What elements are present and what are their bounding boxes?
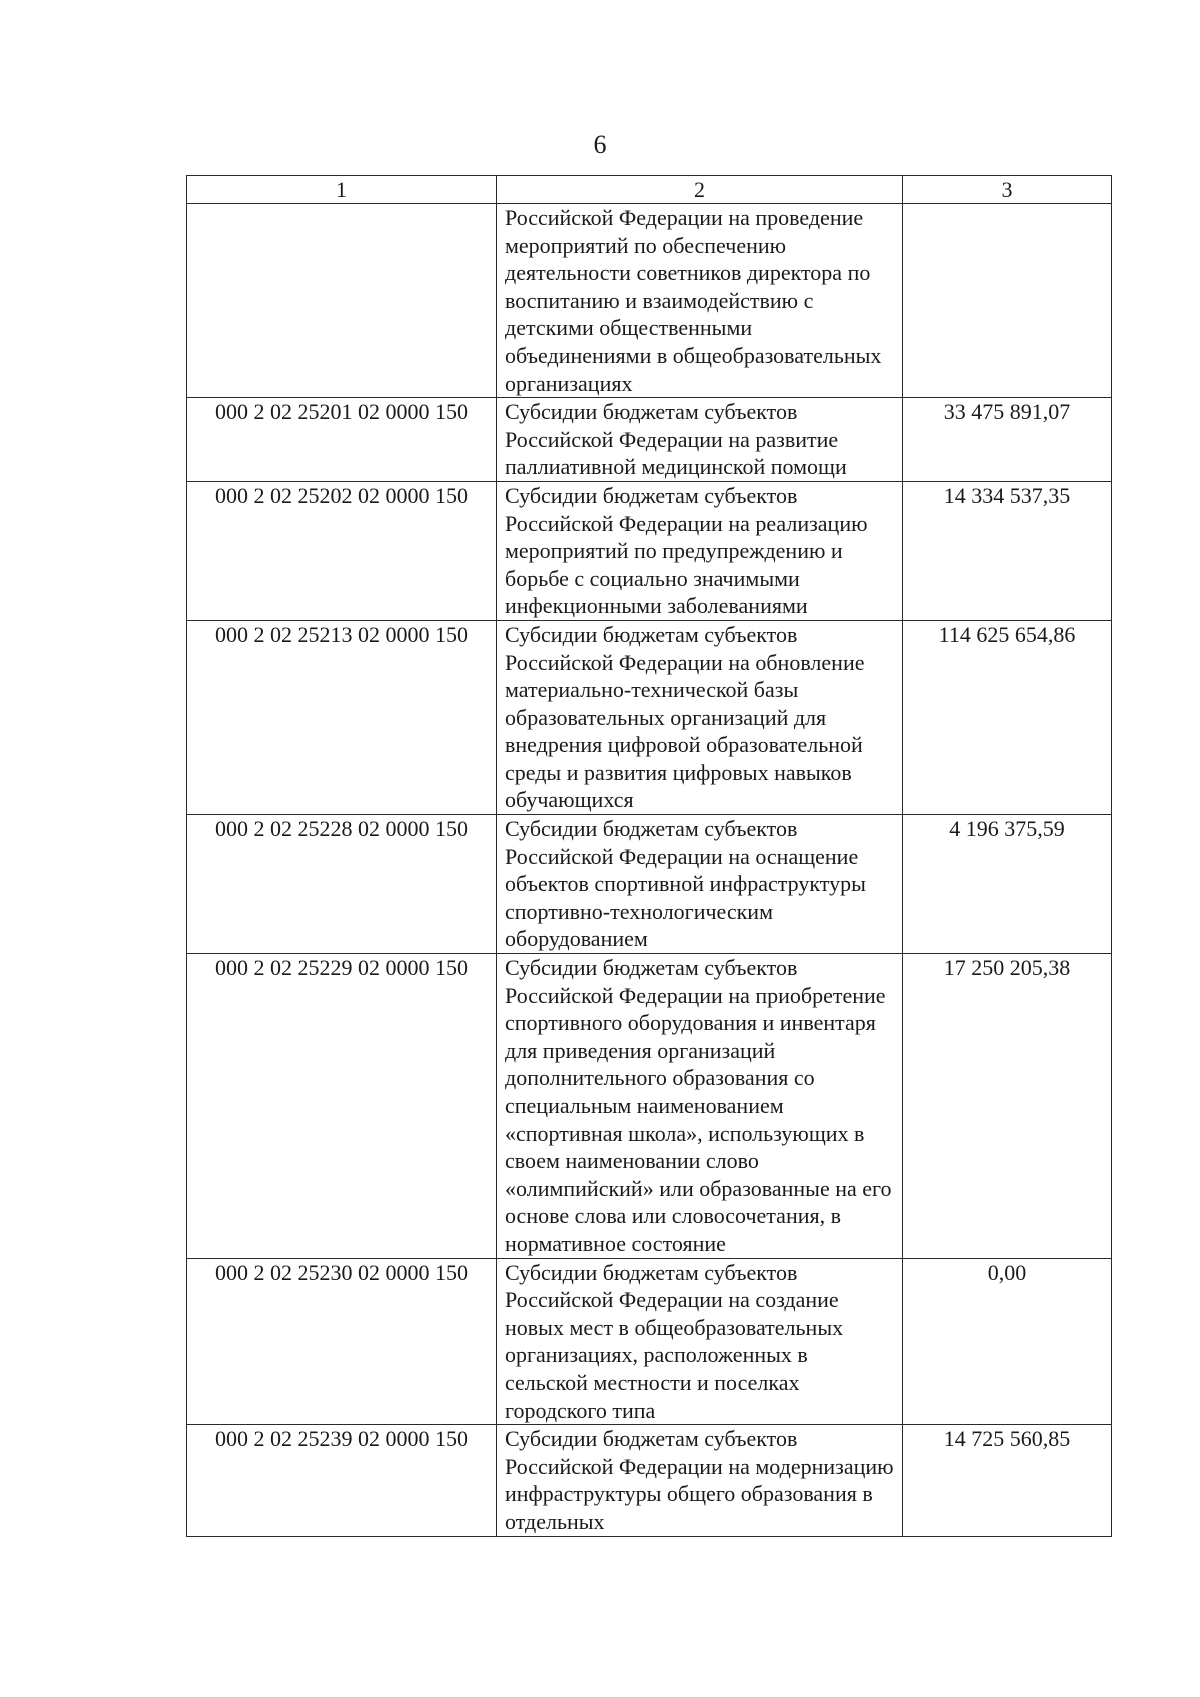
row-code: 000 2 02 25239 02 0000 150 <box>187 1425 497 1536</box>
page-number: 6 <box>593 130 607 159</box>
row-amount <box>903 204 1112 398</box>
row-amount: 14 334 537,35 <box>903 481 1112 620</box>
row-description: Российской Федерации на проведение мероприятий по обеспечению деятельности советников директора по воспитанию и взаимодействию с детскими общественными объединениями в общеобразовательных организациях <box>497 204 903 398</box>
row-description: Субсидии бюджетам субъектов Российской Федерации на создание новых мест в общеобразовательных организациях, расположенных в сельской местности и поселках городского типа <box>497 1258 903 1425</box>
row-description: Субсидии бюджетам субъектов Российской Федерации на приобретение спортивного оборудования и инвентаря для приведения организаций дополнительного образования со специальным наименованием «спортивная школа», использующих в своем наименовании слово «олимпийский» или образованные на его основе слова или словосочетания, в нормативное состояние <box>497 954 903 1259</box>
row-amount: 0,00 <box>903 1258 1112 1425</box>
row-description: Субсидии бюджетам субъектов Российской Федерации на оснащение объектов спортивной инфраструктуры спортивно-технологическим оборудованием <box>497 815 903 954</box>
table-row <box>187 1258 1112 1425</box>
row-code <box>187 204 497 398</box>
row-code: 000 2 02 25202 02 0000 150 <box>187 481 497 620</box>
row-description: Субсидии бюджетам субъектов Российской Федерации на обновление материально-технической базы образовательных организаций для внедрения цифровой образовательной среды и развития цифровых навыков обучающихся <box>497 620 903 814</box>
table-row <box>187 1425 1112 1536</box>
table-header-row <box>187 176 1112 204</box>
row-amount: 33 475 891,07 <box>903 398 1112 482</box>
table-row <box>187 481 1112 620</box>
row-code: 000 2 02 25230 02 0000 150 <box>187 1258 497 1425</box>
table-row <box>187 815 1112 954</box>
table-row <box>187 204 1112 398</box>
table-row <box>187 954 1112 1259</box>
row-description: Субсидии бюджетам субъектов Российской Федерации на модернизацию инфраструктуры общего образования в отдельных <box>497 1425 903 1536</box>
row-amount: 4 196 375,59 <box>903 815 1112 954</box>
budget-table <box>186 175 1112 1537</box>
row-code: 000 2 02 25228 02 0000 150 <box>187 815 497 954</box>
row-code: 000 2 02 25213 02 0000 150 <box>187 620 497 814</box>
table-row <box>187 398 1112 482</box>
row-amount: 17 250 205,38 <box>903 954 1112 1259</box>
header-col-2: 2 <box>497 176 903 204</box>
row-code: 000 2 02 25229 02 0000 150 <box>187 954 497 1259</box>
table-row <box>187 620 1112 814</box>
row-description: Субсидии бюджетам субъектов Российской Федерации на реализацию мероприятий по предупреждению и борьбе с социально значимыми инфекционными заболеваниями <box>497 481 903 620</box>
row-amount: 114 625 654,86 <box>903 620 1112 814</box>
header-col-3: 3 <box>903 176 1112 204</box>
row-amount: 14 725 560,85 <box>903 1425 1112 1536</box>
row-code: 000 2 02 25201 02 0000 150 <box>187 398 497 482</box>
header-col-1: 1 <box>187 176 497 204</box>
row-description: Субсидии бюджетам субъектов Российской Федерации на развитие паллиативной медицинской помощи <box>497 398 903 482</box>
